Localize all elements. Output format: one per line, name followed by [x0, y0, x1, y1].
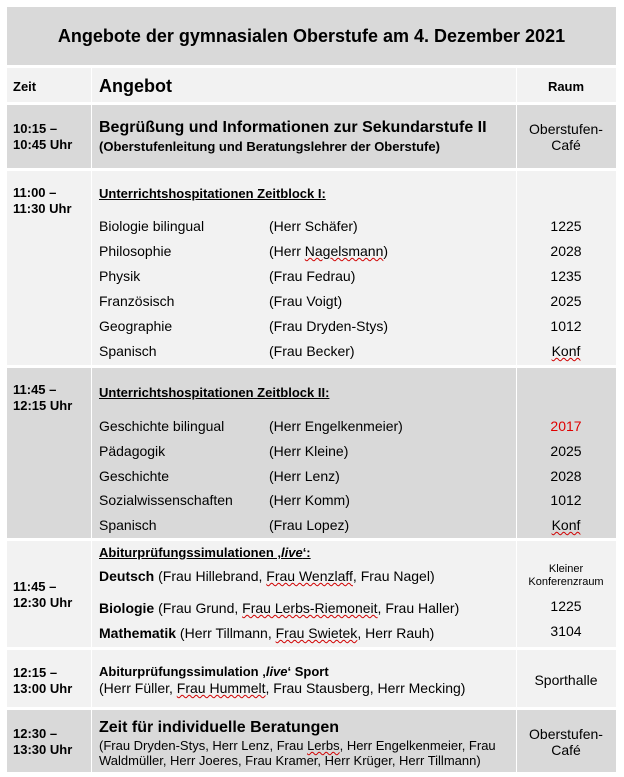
- row2-teacher: (Herr Nagelsmann): [269, 243, 389, 259]
- row2-time-end: 11:30 Uhr: [13, 201, 72, 216]
- row6-title: Zeit für individuelle Beratungen: [99, 719, 340, 736]
- row2-subject: Geographie: [99, 318, 173, 334]
- row2-subject: Spanisch: [99, 343, 157, 359]
- row4-room-title-line2: Konferenzraum: [528, 576, 604, 588]
- row2-teacher: (Frau Becker): [269, 343, 355, 359]
- row4-exam-line: Biologie (Frau Grund, Frau Lerbs-Riemoneit, Frau Haller): [99, 600, 460, 616]
- header-zeit: Zeit: [13, 79, 37, 94]
- row3-room: 1012: [550, 492, 582, 508]
- row3-teacher: (Herr Engelkenmeier): [269, 418, 403, 434]
- row2-teacher: (Frau Voigt): [269, 293, 343, 309]
- header-row: [7, 68, 616, 102]
- row3-teacher: (Frau Lopez): [269, 517, 350, 533]
- row3-subject: Geschichte bilingual: [99, 418, 225, 434]
- row2-teacher: (Frau Dryden-Stys): [269, 318, 389, 334]
- row3-subject: Sozialwissenschaften: [99, 492, 233, 508]
- row2-teacher: (Herr Schäfer): [269, 218, 358, 234]
- row3-time-end: 12:15 Uhr: [13, 398, 73, 413]
- row2-room: 1235: [550, 268, 582, 284]
- row5-time-end: 13:00 Uhr: [13, 681, 73, 696]
- row3-teacher: (Herr Komm): [269, 492, 350, 508]
- row1-title: Begrüßung und Informationen zur Sekundarstufe II: [99, 119, 487, 136]
- row4-exam-line: Deutsch (Frau Hillebrand, Frau Wenzlaff, Frau Nagel): [99, 568, 435, 584]
- row3-teacher: (Herr Lenz): [269, 468, 340, 484]
- row1-subtitle: (Oberstufenleitung und Beratungslehrer der Oberstufe): [99, 139, 440, 154]
- row2-room: 2028: [550, 243, 582, 259]
- row-begruessung: [7, 105, 616, 168]
- row5-examiners: (Herr Füller, Frau Hummelt, Frau Stausberg, Herr Mecking): [99, 680, 466, 696]
- row1-time-start: 10:15 –: [13, 121, 58, 136]
- row-zeitblock-2: [7, 368, 616, 538]
- row5-heading: Abiturprüfungssimulation ‚live‘ Sport: [99, 664, 329, 679]
- row2-heading: Unterrichtshospitationen Zeitblock I:: [99, 186, 326, 201]
- row6-advisors-line1: (Frau Dryden-Stys, Herr Lenz, Frau Lerbs, Herr Engelkenmeier, Frau: [99, 738, 496, 753]
- row2-subject: Physik: [99, 268, 141, 284]
- row3-room: 2028: [550, 468, 582, 484]
- row-beratungen: [7, 710, 616, 772]
- row4-heading: Abiturprüfungssimulationen ‚live‘:: [99, 545, 311, 560]
- row-abitur-sport: [7, 650, 616, 707]
- title-row: [7, 7, 616, 65]
- row3-teacher: (Herr Kleine): [269, 443, 349, 459]
- row2-teacher: (Frau Fedrau): [269, 268, 356, 284]
- row6-time-end: 13:30 Uhr: [13, 742, 73, 757]
- row3-time-start: 11:45 –: [13, 382, 57, 397]
- row3-subject: Spanisch: [99, 517, 157, 533]
- page-title: Angebote der gymnasialen Oberstufe am 4. Dezember 2021: [57, 26, 566, 46]
- row6-room-line1: Oberstufen-: [529, 726, 603, 742]
- header-angebot: Angebot: [99, 76, 172, 96]
- row4-room: 1225: [550, 598, 582, 614]
- row2-room: 2025: [550, 293, 582, 309]
- row4-room: 3104: [550, 623, 582, 639]
- row6-room-line2: Café: [551, 742, 581, 758]
- row3-room: 2025: [550, 443, 582, 459]
- row3-heading: Unterrichtshospitationen Zeitblock II:: [99, 385, 330, 400]
- row3-subject: Geschichte: [99, 468, 170, 484]
- row1-room-line2: Café: [551, 137, 581, 153]
- row1-room-line1: Oberstufen-: [529, 121, 603, 137]
- row2-time-start: 11:00 –: [13, 185, 57, 200]
- row5-time-start: 12:15 –: [13, 665, 58, 680]
- row2-subject: Philosophie: [99, 243, 172, 259]
- row3-room: 2017: [550, 418, 582, 434]
- row3-room: Konf: [551, 517, 581, 533]
- row1-time-end: 10:45 Uhr: [13, 137, 73, 152]
- row2-subject: Französisch: [99, 293, 175, 309]
- row6-time-start: 12:30 –: [13, 726, 58, 741]
- row4-exam-line: Mathematik (Herr Tillmann, Frau Swietek, Herr Rauh): [99, 625, 435, 641]
- row2-room: 1225: [550, 218, 582, 234]
- row2-room: Konf: [551, 343, 581, 359]
- row2-room: 1012: [550, 318, 582, 334]
- row3-subject: Pädagogik: [99, 443, 166, 459]
- row4-room-title-line1: Kleiner: [548, 563, 584, 575]
- row6-advisors-line2: Waldmüller, Herr Joeres, Frau Kramer, Herr Krüger, Herr Tillmann): [99, 753, 481, 768]
- row2-subject: Biologie bilingual: [99, 218, 205, 234]
- row4-time-start: 11:45 –: [13, 579, 57, 594]
- row4-time-end: 12:30 Uhr: [13, 595, 73, 610]
- row-abitur-simulationen: [7, 541, 616, 647]
- row5-room: Sporthalle: [534, 672, 598, 688]
- row-zeitblock-1: [7, 171, 616, 365]
- header-raum: Raum: [547, 79, 585, 94]
